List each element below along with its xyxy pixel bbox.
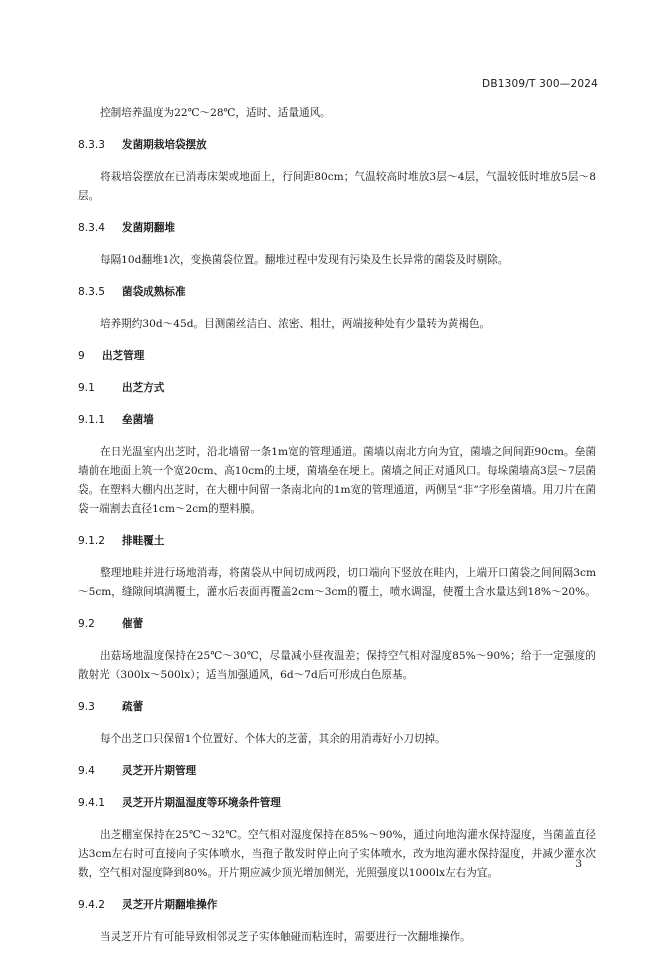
section-number: 9.4.1 <box>78 797 105 809</box>
body-paragraph: 出菇场地温度保持在25℃～30℃，尽量减小昼夜温差；保持空气相对湿度85%～90%；给于一定强度的散射光（300lx～500lx）；适当加强通风，6d～7d后可形成白色原基。 <box>78 650 596 681</box>
section-number: 9.4 <box>78 765 95 777</box>
section-heading <box>78 347 596 366</box>
section-number: 9.2 <box>78 618 95 630</box>
page-number: 3 <box>575 858 582 870</box>
section-number: 8.3.5 <box>78 286 105 298</box>
section-heading <box>78 379 596 398</box>
section-title: 催蕾 <box>122 618 144 630</box>
section-heading <box>78 136 596 155</box>
section-title: 灵芝开片期翻堆操作 <box>122 899 218 911</box>
section-number: 8.3.3 <box>78 139 105 151</box>
body-paragraph: 培养期约30d～45d。目测菌丝洁白、浓密、粗壮，两端接种处有少量转为黄褐色。 <box>100 318 491 330</box>
section-title: 排畦覆土 <box>122 535 165 547</box>
section-heading <box>78 532 596 551</box>
body-paragraph: 在日光温室内出芝时，沿北墙留一条1m宽的管理通道。菌墙以南北方向为宜，菌墙之间间距90cm。垒菌墙前在地面上筑一个宽20cm、高10cm的土埂，菌墙垒在埂上。菌墙之间正对通风口。每垛菌墙高3层～7层菌袋。在塑料大棚内出芝时，在大棚中间留一条南北向的1m宽的管理通道，两侧呈“非”字形垒菌墙。用刀片在菌袋一端割去直径1cm～2cm的塑料膜。 <box>78 446 596 515</box>
section-heading <box>78 283 596 302</box>
section-title: 垒菌墙 <box>122 414 154 426</box>
section-number: 8.3.4 <box>78 222 105 234</box>
section-number: 9.1.2 <box>78 535 105 547</box>
section-heading <box>78 615 596 634</box>
section-number: 9.1 <box>78 382 95 394</box>
section-heading <box>78 896 596 915</box>
section-heading <box>78 698 596 717</box>
section-title: 灵芝开片期管理 <box>122 765 197 777</box>
body-paragraph: 控制培养温度为22℃～28℃，适时、适量通风。 <box>100 107 331 119</box>
section-number: 9 <box>78 350 85 362</box>
body-paragraph: 每个出芝口只保留1个位置好、个体大的芝蕾，其余的用消毒好小刀切掉。 <box>100 733 446 745</box>
section-number: 9.3 <box>78 701 95 713</box>
body-paragraph: 将栽培袋摆放在已消毒床架或地面上，行间距80cm；气温较高时堆放3层～4层，气温较低时堆放5层～8层。 <box>78 171 596 202</box>
section-title: 出芝方式 <box>122 382 165 394</box>
section-heading <box>78 411 596 430</box>
section-title: 发菌期栽培袋摆放 <box>122 139 207 151</box>
document-code: DB1309/T 300—2024 <box>482 78 598 90</box>
section-heading <box>78 219 596 238</box>
body-paragraph: 每隔10d翻堆1次，变换菌袋位置。翻堆过程中发现有污染及生长异常的菌袋及时剔除。 <box>100 254 509 266</box>
section-number: 9.1.1 <box>78 414 105 426</box>
body-paragraph: 出芝棚室保持在25℃～32℃。空气相对湿度保持在85%～90%，通过向地沟灌水保持湿度，当菌盖直径达3cm左右时可直接向子实体喷水，当孢子散发时停止向子实体喷水，改为地沟灌水保持湿度，并减少灌水次数，空气相对湿度降到80%。开片期应减少顶光增加侧光，光照强度以1000lx左右为宜。 <box>78 829 596 879</box>
body-paragraph: 整理地畦并进行场地消毒，将菌袋从中间切成两段，切口端向下竖放在畦内，上端开口菌袋之间间隔3cm～5cm，缝隙间填满覆土，灌水后表面再覆盖2cm～3cm的覆土，喷水调湿，使覆土含水量达到18%～20%。 <box>78 567 596 598</box>
section-title: 发菌期翻堆 <box>122 222 175 234</box>
document-body <box>78 104 596 960</box>
section-heading <box>78 762 596 781</box>
section-title: 出芝管理 <box>102 350 145 362</box>
section-title: 菌袋成熟标准 <box>122 286 186 298</box>
body-paragraph: 当灵芝开片有可能导致相邻灵芝子实体触碰而粘连时，需要进行一次翻堆操作。 <box>100 931 471 943</box>
section-heading <box>78 794 596 813</box>
section-title: 灵芝开片期温湿度等环境条件管理 <box>122 797 281 809</box>
section-title: 疏蕾 <box>122 701 144 713</box>
section-number: 9.4.2 <box>78 899 105 911</box>
